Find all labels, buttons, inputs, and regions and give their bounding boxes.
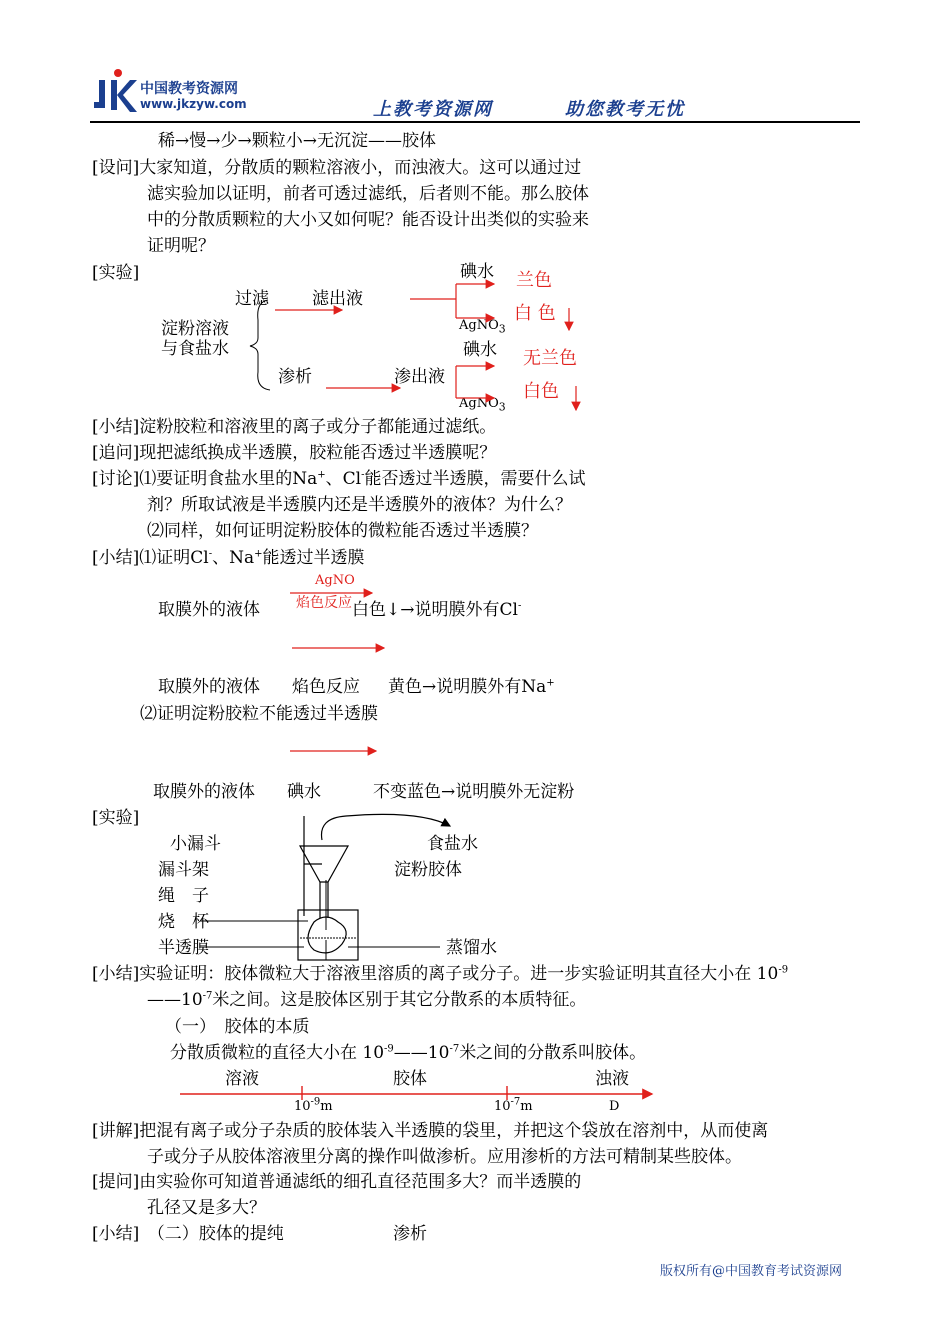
proof-2: ⑵证明淀粉胶粒不能透过半透膜 bbox=[140, 704, 378, 724]
line-question-4: 证明呢？ bbox=[147, 236, 215, 256]
copyright-footer: 版权所有@中国教育考试资源网 bbox=[660, 1264, 843, 1279]
line-question-1: [设问]大家知道，分散质的颗粒溶液小，而浊液大。这可以通过过 bbox=[92, 158, 582, 178]
section-1-heading: （一） 胶体的本质 bbox=[165, 1017, 310, 1037]
iodine-3: 碘水 bbox=[287, 782, 321, 802]
exp2-membrane: 半透膜 bbox=[158, 938, 209, 958]
exp1-blue: 兰色 bbox=[516, 270, 552, 291]
exp1-filtrate: 滤出液 bbox=[312, 289, 363, 309]
site-url: www.jkzyw.com bbox=[140, 97, 247, 111]
exp2-rope: 绳 子 bbox=[158, 886, 209, 906]
take-outside-3: 取膜外的液体 bbox=[153, 782, 255, 802]
line-question-2: 滤实验加以证明，前者可透过滤纸，后者则不能。那么胶体 bbox=[147, 184, 589, 204]
exp1-starch: 淀粉溶液 bbox=[161, 319, 229, 339]
follow-up-question: [追问]现把滤纸换成半透膜，胶粒能否透过半透膜呢？ bbox=[92, 443, 497, 463]
line-summary-chain: 稀→慢→少→颗粒小→无沉淀——胶体 bbox=[158, 131, 436, 151]
exp1-dialysis: 渗析 bbox=[278, 367, 312, 387]
colloid-definition: 分散质微粒的直径大小在 $10^{-9}——10^{-7}$米之间的分散系叫胶体。 bbox=[170, 1043, 647, 1063]
exp1-agno3-1: AgNO$_3$ bbox=[459, 318, 506, 336]
exp1-iodine-2: 碘水 bbox=[463, 340, 497, 360]
question-1: [提问]由实验你可知道普通滤纸的细孔直径范围多大？而半透膜的 bbox=[92, 1172, 582, 1192]
summary-4-dialysis: 渗析 bbox=[393, 1224, 427, 1244]
exp1-white-1: 白 色 bbox=[514, 303, 556, 324]
exp2-funnel: 小漏斗 bbox=[170, 834, 221, 854]
flame-test: 焰色反应 bbox=[292, 677, 360, 697]
scale-tick-1: $10^{-9}m$ bbox=[294, 1096, 333, 1114]
scale-tick-3: D bbox=[609, 1099, 620, 1114]
exp1-brace bbox=[250, 300, 270, 390]
discussion-3: ⑵同样，如何证明淀粉胶体的微粒能否透过半透膜？ bbox=[147, 521, 538, 541]
exp2-label: [实验] bbox=[92, 808, 140, 828]
summary-4: [小结] （二）胶体的提纯 bbox=[92, 1224, 284, 1244]
summary-3b: $——10^{-7}$米之间。这是胶体区别于其它分散系的本质特征。 bbox=[147, 990, 587, 1010]
scale-colloid: 胶体 bbox=[393, 1069, 427, 1089]
exp2-membrane-bag bbox=[308, 917, 346, 953]
take-outside-2: 取膜外的液体 bbox=[158, 677, 260, 697]
exp1-dialysate: 渗出液 bbox=[394, 367, 445, 387]
summary-3a: [小结]实验证明：胶体微粒大于溶液里溶质的离子或分子。进一步实验证明其直径大小在 $10^{-9}$ bbox=[92, 964, 789, 984]
exp1-agno3-2: AgNO$_3$ bbox=[459, 396, 506, 414]
explanation-2: 子或分子从胶体溶液里分离的操作叫做渗析。应用渗析的方法可精制某些胶体。 bbox=[147, 1147, 742, 1167]
result-sodium: 黄色→说明膜外有Na+ bbox=[388, 677, 555, 697]
discussion-2: 剂？所取试液是半透膜内还是半透膜外的液体？为什么？ bbox=[147, 495, 572, 515]
exp2-salt-water: 食盐水 bbox=[427, 834, 478, 854]
exp1-filter: 过滤 bbox=[235, 289, 269, 309]
summary-2: [小结]⑴证明Cl-、Na+能透过半透膜 bbox=[92, 548, 365, 568]
exp2-beaker: 烧 杯 bbox=[158, 912, 209, 932]
exp1-no-blue: 无兰色 bbox=[523, 348, 577, 369]
result-chloride: 白色↓→说明膜外有Cl- bbox=[352, 600, 522, 620]
exp2-water: 蒸馏水 bbox=[446, 938, 497, 958]
result-starch: 不变蓝色→说明膜外无淀粉 bbox=[373, 782, 575, 802]
exp1-label: [实验] bbox=[92, 263, 140, 283]
summary-1: [小结]淀粉胶粒和溶液里的离子或分子都能通过滤纸。 bbox=[92, 417, 497, 437]
line-question-3: 中的分散质颗粒的大小又如何呢？能否设计出类似的实验来 bbox=[147, 210, 589, 230]
scale-solution: 溶液 bbox=[225, 1069, 259, 1089]
exp1-white-2: 白色 bbox=[523, 381, 559, 402]
scale-tick-2: $10^{-7}m$ bbox=[494, 1096, 533, 1114]
exp2-curve bbox=[322, 814, 451, 840]
discussion-1: [讨论]⑴要证明食盐水里的Na+、Cl-能否透过半透膜，需要什么试 bbox=[92, 469, 586, 489]
explanation-1: [讲解]把混有离子或分子杂质的胶体装入半透膜的袋里，并把这个袋放在溶剂中，从而使离 bbox=[92, 1121, 769, 1141]
scale-suspension: 浊液 bbox=[595, 1069, 629, 1089]
arrow-label-agno: AgNO bbox=[315, 573, 355, 588]
slogan-left: 上教考资源网 bbox=[373, 99, 493, 120]
slogan-right: 助您教考无忧 bbox=[565, 99, 685, 120]
exp2-stand: 漏斗架 bbox=[158, 860, 209, 880]
exp2-colloid: 淀粉胶体 bbox=[394, 860, 462, 880]
question-2: 孔径又是多大？ bbox=[147, 1198, 266, 1218]
site-name: 中国教考资源网 bbox=[140, 81, 238, 97]
arrow-label-flame: 焰色反应 bbox=[296, 595, 352, 611]
exp1-iodine-1: 碘水 bbox=[460, 262, 494, 282]
exp1-saltwater: 与食盐水 bbox=[161, 339, 229, 359]
take-outside-1: 取膜外的液体 bbox=[158, 600, 260, 620]
